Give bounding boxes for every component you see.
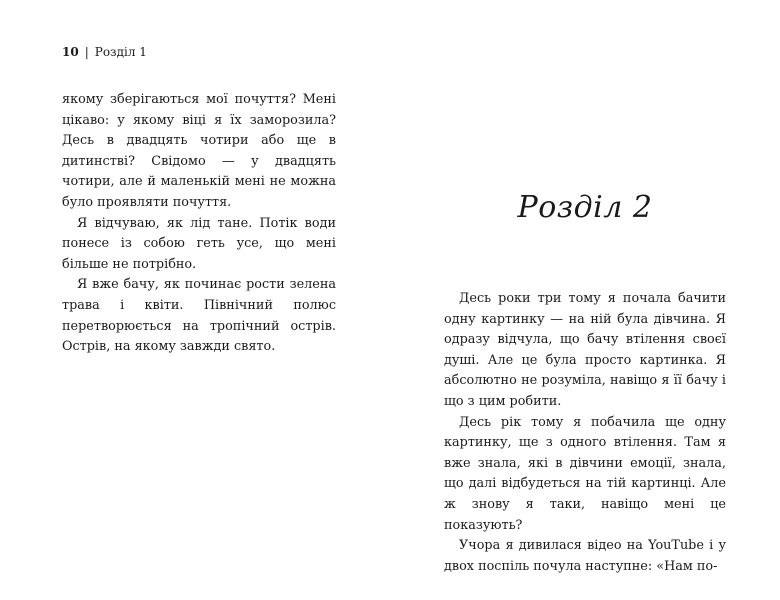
paragraph: якому зберігаються мої почуття? Мені цікаво: у якому віці я їх заморозила? Десь в двадцять чотири або ще в дитинстві? Свідомо — у двадцять чотири, але й маленькій мені не можна було проявляти почуття. bbox=[62, 92, 336, 210]
left-page-text bbox=[62, 90, 336, 358]
running-title: Розділ 1 bbox=[94, 45, 147, 59]
paragraph: Десь рік тому я побачила ще одну картинку, ще з одного втілення. Там я вже знала, які в дівчини емоції, знала, що далі відбудеться на тій картинці. Але ж знову я таки, навіщо мені це показують? bbox=[444, 414, 726, 533]
paragraph: Я вже бачу, як починає рости зелена трава і квіти. Північний полюс перетворюється на тропічний острів. Острів, на якому завжди свято. bbox=[62, 277, 336, 355]
running-head-separator: | bbox=[84, 45, 89, 59]
paragraph: Десь роки три тому я почала бачити одну картинку — на ній була дівчина. Я одразу відчула, що бачу втілення своєї душі. Але це була просто картинка. Я абсолютно не розуміла, навіщо я її бачу і що з цим робити. bbox=[444, 291, 726, 409]
page-number: 10 bbox=[62, 45, 79, 59]
paragraph: Я відчуваю, як лід тане. Потік води понесе із собою геть усе, що мені більше не потрібно. bbox=[62, 215, 336, 272]
running-head bbox=[62, 44, 147, 60]
right-page-text bbox=[444, 289, 726, 577]
chapter-title: Розділ 2 bbox=[517, 190, 653, 225]
paragraph: Учора я дивилася відео на YouTube і у двох поспіль почула наступне: «Нам по- bbox=[444, 538, 726, 574]
